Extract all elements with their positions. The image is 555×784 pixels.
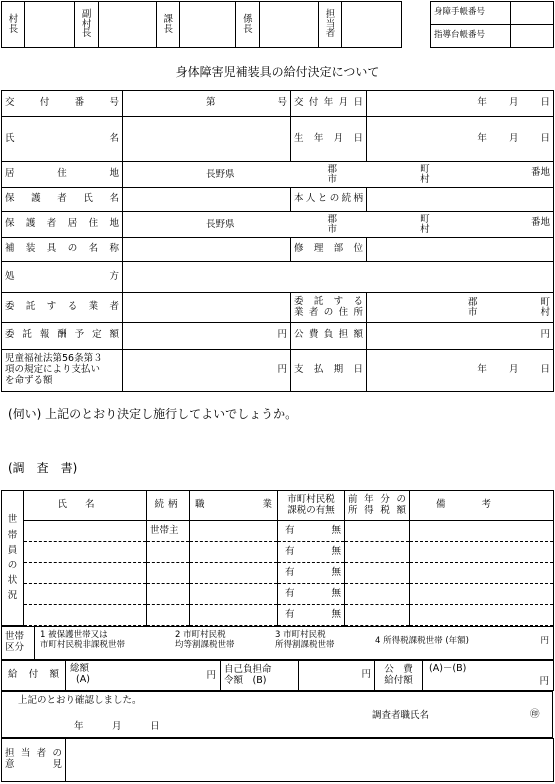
confirm-date: 年 月 日 — [74, 721, 160, 732]
member-tax-field[interactable]: 有 無 — [278, 563, 345, 584]
approval-stamp-table — [1, 1, 402, 48]
survey-table — [1, 490, 554, 626]
device-name-label: 補装具の名称 — [2, 238, 123, 261]
cat1-line1: 1 被保護世帯又は — [40, 630, 108, 640]
number-table — [430, 1, 554, 48]
guardian-address-label: 保護者居住地 — [2, 211, 123, 237]
member-remarks-field[interactable] — [410, 563, 554, 584]
member-occupation-field[interactable] — [190, 563, 278, 584]
contractor-field[interactable] — [123, 293, 291, 323]
col-remarks-header: 備考 — [410, 491, 554, 521]
residence-field[interactable]: 長野県 郡 市 町 村 番地 — [123, 161, 554, 187]
member-tax-field[interactable]: 有 無 — [278, 542, 345, 563]
member-name-field[interactable] — [24, 521, 147, 542]
member-remarks-field[interactable] — [410, 605, 554, 626]
name-field[interactable] — [123, 117, 291, 162]
member-remarks-field[interactable] — [410, 542, 554, 563]
public-benefit-field[interactable]: (A)－(B) 円 — [423, 661, 554, 691]
cat2-line2: 均等割課税世帯 — [175, 639, 235, 650]
public-benefit-label: 公 費 給付額 — [375, 661, 423, 691]
member-relation-field[interactable] — [147, 605, 190, 626]
grant-no-field[interactable]: 第 号 — [123, 91, 291, 117]
member-remarks-field[interactable] — [410, 521, 554, 542]
name-label: 氏名 — [2, 117, 123, 162]
grant-date-field[interactable]: 年 月 日 — [367, 91, 554, 117]
col-tax-header: 市町村民税 課税の有無 — [278, 491, 345, 521]
decision-table — [1, 90, 554, 392]
member-income-field[interactable] — [345, 521, 410, 542]
member-name-field[interactable] — [24, 584, 147, 605]
deputy-head-label: 副村長 — [75, 2, 98, 48]
repair-part-label: 修理部位 — [291, 238, 367, 261]
cat4-yen: 円 — [540, 636, 549, 646]
payment-date-field[interactable]: 年 月 日 — [367, 349, 554, 391]
ledger-no-field[interactable] — [511, 25, 554, 48]
member-remarks-field[interactable] — [410, 584, 554, 605]
cat2-line1: 2 市町村民税 — [175, 630, 226, 640]
public-burden-label: 公費負担額 — [291, 323, 367, 349]
cat3-line2: 所得割課税世帯 — [275, 639, 335, 650]
subsection-chief-stamp[interactable] — [259, 2, 318, 48]
payment-date-label: 支払期日 — [291, 349, 367, 391]
investigator-label: 調査者職氏名 — [372, 710, 430, 721]
opinion-table — [1, 738, 554, 782]
member-occupation-field[interactable] — [190, 584, 278, 605]
relation-field[interactable] — [367, 188, 554, 211]
member-income-field[interactable] — [345, 563, 410, 584]
cat3-line1: 3 市町村民税 — [275, 630, 326, 640]
document-title: 身体障害児補装具の給付決定について — [175, 65, 380, 79]
village-head-stamp[interactable] — [25, 2, 75, 48]
fee-field[interactable]: 円 — [123, 323, 291, 349]
member-occupation-field[interactable] — [190, 521, 278, 542]
art56-label: 児童福祉法第56条第３ 項の規定により支払い を命ずる額 — [2, 349, 123, 391]
member-name-field[interactable] — [24, 563, 147, 584]
category-options[interactable] — [35, 627, 554, 660]
benefit-table — [1, 660, 554, 691]
member-relation-field[interactable] — [147, 584, 190, 605]
birth-date-label: 生年月日 — [291, 117, 367, 162]
household-row — [2, 542, 554, 563]
guardian-address-field[interactable]: 長野県 郡 市 町 村 番地 — [123, 211, 554, 237]
section-chief-label: 課長 — [156, 2, 179, 48]
deputy-head-stamp[interactable] — [98, 2, 156, 48]
repair-part-field[interactable] — [367, 238, 554, 261]
confirmed-text: 上記のとおり確認しました。 — [18, 695, 142, 706]
inquiry-text: (伺い) 上記のとおり決定し施行してよいでしょうか。 — [8, 407, 298, 421]
household-row — [2, 521, 554, 542]
member-income-field[interactable] — [345, 584, 410, 605]
category-table — [1, 626, 554, 660]
art56-field[interactable]: 円 — [123, 349, 291, 391]
confirmation-table — [1, 691, 553, 738]
member-tax-field[interactable]: 有 無 — [278, 521, 345, 542]
confirmation-area[interactable] — [2, 692, 553, 738]
total-field[interactable]: 総額 (A) 円 — [66, 661, 221, 691]
device-name-field[interactable] — [123, 238, 291, 261]
self-pay-field[interactable]: 円 — [299, 661, 375, 691]
public-burden-field[interactable]: 円 — [367, 323, 554, 349]
household-status-label: 世帯員の状況 — [2, 491, 24, 626]
handbook-no-label: 身障手帳番号 — [431, 2, 511, 25]
section-chief-stamp[interactable] — [180, 2, 236, 48]
member-income-field[interactable] — [345, 605, 410, 626]
benefit-amount-label: 給付額 — [2, 661, 66, 691]
fee-label: 委託報酬予定額 — [2, 323, 123, 349]
contractor-address-field[interactable]: 郡 市 町 村 — [367, 293, 554, 323]
col-relation-header: 続柄 — [147, 491, 190, 521]
member-relation-field[interactable] — [147, 542, 190, 563]
person-in-charge-stamp[interactable] — [342, 2, 402, 48]
opinion-label: 担当者の 意 見 — [2, 739, 66, 782]
category-label: 世帯 区分 — [2, 627, 35, 660]
self-pay-label: 自己負担命 令額 (B) — [221, 661, 299, 691]
subsection-chief-label: 係長 — [236, 2, 259, 48]
member-relation-field[interactable] — [147, 563, 190, 584]
relation-label: 本人との続柄 — [291, 188, 367, 211]
member-occupation-field[interactable] — [190, 605, 278, 626]
col-name-header: 氏名 — [24, 491, 147, 521]
member-income-field[interactable] — [345, 542, 410, 563]
member-tax-field[interactable]: 有 無 — [278, 605, 345, 626]
village-head-label: 村長 — [2, 2, 25, 48]
member-tax-field[interactable]: 有 無 — [278, 584, 345, 605]
cat1-line2: 市町村民税非課税世帯 — [40, 639, 126, 650]
prescription-label: 処方 — [2, 261, 123, 293]
contractor-label: 委託する業者 — [2, 293, 123, 323]
guardian-name-label: 保護者氏名 — [2, 188, 123, 211]
household-row — [2, 563, 554, 584]
col-occupation-header: 職業 — [190, 491, 278, 521]
person-in-charge-label: 担当者 — [319, 2, 342, 48]
household-row — [2, 605, 554, 626]
grant-date-label: 交付年月日 — [291, 91, 367, 117]
birth-date-field[interactable]: 年 月 日 — [367, 117, 554, 162]
member-relation-field[interactable]: 世帯主 — [147, 521, 190, 542]
survey-title: (調 査 書) — [8, 461, 78, 475]
member-occupation-field[interactable] — [190, 542, 278, 563]
cat4-label: 4 所得税課税世帯 (年額) — [375, 636, 469, 646]
ledger-no-label: 指導台帳番号 — [431, 25, 511, 48]
guardian-name-field[interactable] — [123, 188, 291, 211]
col-income-header: 前年分の 所得税額 — [345, 491, 410, 521]
member-name-field[interactable] — [24, 542, 147, 563]
residence-label: 居住地 — [2, 161, 123, 187]
contractor-address-label: 委託する 業者の住所 — [291, 293, 367, 323]
member-name-field[interactable] — [24, 605, 147, 626]
opinion-field[interactable] — [66, 739, 554, 782]
prescription-field[interactable] — [123, 261, 554, 293]
seal-mark: ㊞ — [530, 709, 540, 720]
grant-no-label: 交付番号 — [2, 91, 123, 117]
handbook-no-field[interactable] — [511, 2, 554, 25]
household-row — [2, 584, 554, 605]
